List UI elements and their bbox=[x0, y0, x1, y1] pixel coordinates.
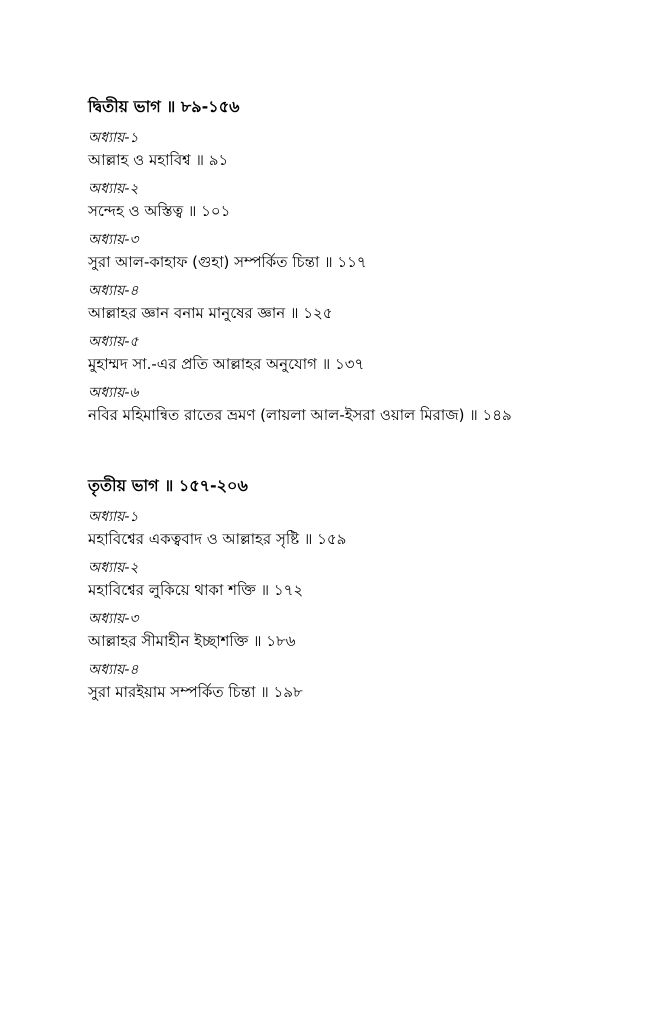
toc-entry bbox=[88, 332, 628, 376]
part-third bbox=[88, 473, 628, 704]
toc-entry bbox=[88, 179, 628, 223]
toc-entry bbox=[88, 230, 628, 274]
toc-entry bbox=[88, 558, 628, 602]
chapter-title: মুহাম্মদ সা.-এর প্রতি আল্লাহর অনুযোগ ॥ ১৩৭ bbox=[88, 355, 365, 373]
chapter-title: আল্লাহর সীমাহীন ইচ্ছাশক্তি ॥ ১৮৬ bbox=[88, 632, 296, 650]
part-title: দ্বিতীয় ভাগ ॥ ৮৯-১৫৬ bbox=[88, 97, 240, 116]
chapter-label: অধ্যায়-১ bbox=[88, 509, 139, 525]
part-second bbox=[88, 94, 628, 427]
chapter-title: আল্লাহ ও মহাবিশ্ব ॥ ৯১ bbox=[88, 151, 229, 169]
part-title: তৃতীয় ভাগ ॥ ১৫৭-২০৬ bbox=[88, 476, 248, 495]
toc-entry bbox=[88, 660, 628, 704]
chapter-label: অধ্যায়-৩ bbox=[88, 232, 139, 248]
chapter-title: সন্দেহ ও অস্তিত্ব ॥ ১০১ bbox=[88, 202, 231, 220]
chapter-title: মহাবিশ্বের একত্ববাদ ও আল্লাহর সৃষ্টি ॥ ১৫৯ bbox=[88, 530, 347, 548]
chapter-title: সুরা আল-কাহাফ (গুহা) সম্পর্কিত চিন্তা ॥ ১১৭ bbox=[88, 253, 367, 271]
chapter-label: অধ্যায়-৬ bbox=[88, 385, 139, 401]
chapter-label: অধ্যায়-৪ bbox=[88, 662, 139, 678]
chapter-label: অধ্যায়-৪ bbox=[88, 283, 139, 299]
chapter-label: অধ্যায়-১ bbox=[88, 130, 139, 146]
chapter-title: আল্লাহর জ্ঞান বনাম মানুষের জ্ঞান ॥ ১২৫ bbox=[88, 304, 333, 322]
chapter-title: মহাবিশ্বের লুকিয়ে থাকা শক্তি ॥ ১৭২ bbox=[88, 581, 304, 599]
chapter-label: অধ্যায়-২ bbox=[88, 181, 139, 197]
chapter-label: অধ্যায়-৩ bbox=[88, 611, 139, 627]
chapter-title: সুরা মারইয়াম সম্পর্কিত চিন্তা ॥ ১৯৮ bbox=[88, 683, 303, 701]
toc-entry bbox=[88, 609, 628, 653]
toc-entry bbox=[88, 507, 628, 551]
table-of-contents bbox=[88, 94, 628, 711]
toc-entry bbox=[88, 281, 628, 325]
toc-entry bbox=[88, 128, 628, 172]
chapter-label: অধ্যায়-২ bbox=[88, 560, 139, 576]
chapter-title: নবির মহিমান্বিত রাতের ভ্রমণ (লায়লা আল-ইসরা ওয়াল মিরাজ) ॥ ১৪৯ bbox=[88, 406, 512, 424]
toc-entry bbox=[88, 383, 628, 427]
chapter-label: অধ্যায়-৫ bbox=[88, 334, 139, 350]
